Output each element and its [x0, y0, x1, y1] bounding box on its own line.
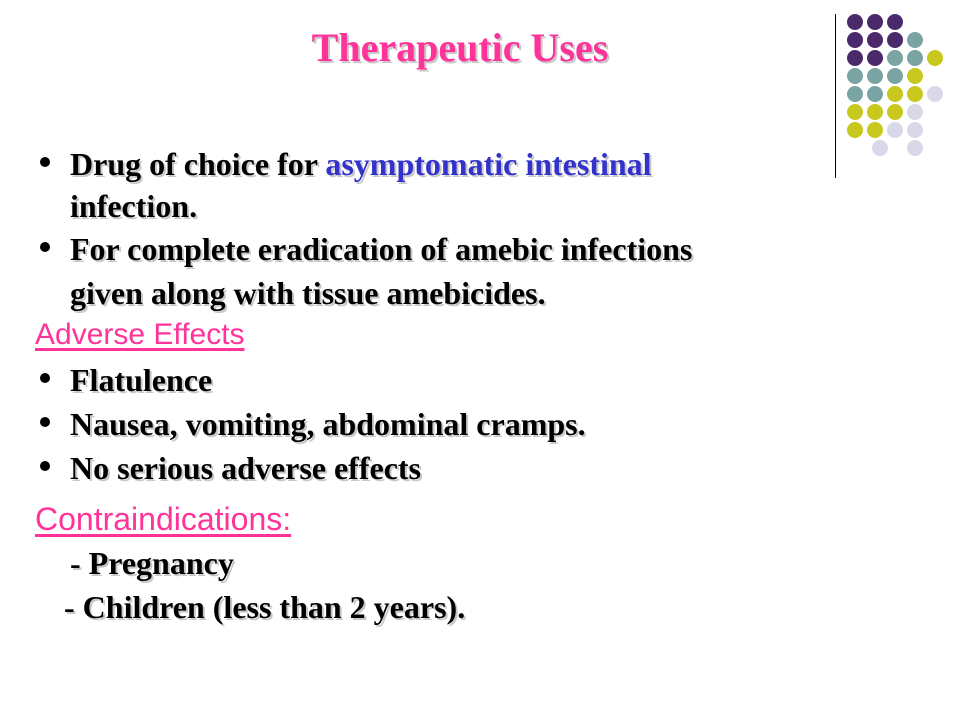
adverse-item: No serious adverse effects [70, 450, 421, 486]
decor-dot [847, 104, 863, 120]
decor-dot [867, 122, 883, 138]
decor-dot [927, 50, 943, 66]
contra-item: - Children (less than 2 years). [64, 589, 466, 625]
decor-dot [867, 14, 883, 30]
use-item-1 [70, 148, 652, 180]
contra-item: - Pregnancy [70, 545, 234, 581]
decor-dot [847, 122, 863, 138]
decor-dot [907, 32, 923, 48]
decor-dot [907, 86, 923, 102]
bullet-icon [40, 373, 50, 383]
adverse-item: Flatulence [70, 362, 213, 398]
use-item-2: For complete eradication of amebic infections [70, 231, 693, 267]
use-item-1-continuation: infection. [70, 188, 198, 224]
decor-dot [907, 140, 923, 156]
decor-dot [847, 32, 863, 48]
decor-dot [907, 68, 923, 84]
bullet-icon [40, 157, 50, 167]
decor-dot [847, 68, 863, 84]
decor-dot [887, 86, 903, 102]
decor-dot [847, 14, 863, 30]
decor-dot [887, 32, 903, 48]
adverse-effects-heading: Adverse Effects [35, 318, 245, 351]
bullet-icon [40, 461, 50, 471]
use-item-2-continuation: given along with tissue amebicides. [70, 275, 546, 311]
decor-dot [907, 104, 923, 120]
decor-dot [867, 68, 883, 84]
decor-dot [847, 50, 863, 66]
decor-dot [867, 32, 883, 48]
decor-dot [867, 104, 883, 120]
decor-dot [887, 68, 903, 84]
contraindications-heading: Contraindications: [35, 501, 292, 537]
decorative-divider-line [835, 14, 836, 178]
decor-dot [887, 50, 903, 66]
decor-dot [927, 86, 943, 102]
decor-dot [872, 140, 888, 156]
use-item-1-text: Drug of choice for [70, 146, 326, 182]
adverse-item: Nausea, vomiting, abdominal cramps. [70, 406, 586, 442]
decor-dot [847, 86, 863, 102]
decor-dot [887, 14, 903, 30]
bullet-icon [40, 242, 50, 252]
bullet-icon [40, 417, 50, 427]
decor-dot [907, 122, 923, 138]
decor-dot [867, 86, 883, 102]
decor-dot [907, 50, 923, 66]
decor-dot [887, 122, 903, 138]
use-item-1-highlight: asymptomatic intestinal [325, 146, 652, 182]
slide-title: Therapeutic Uses [311, 25, 609, 70]
decor-dot [887, 104, 903, 120]
decor-dot [867, 50, 883, 66]
